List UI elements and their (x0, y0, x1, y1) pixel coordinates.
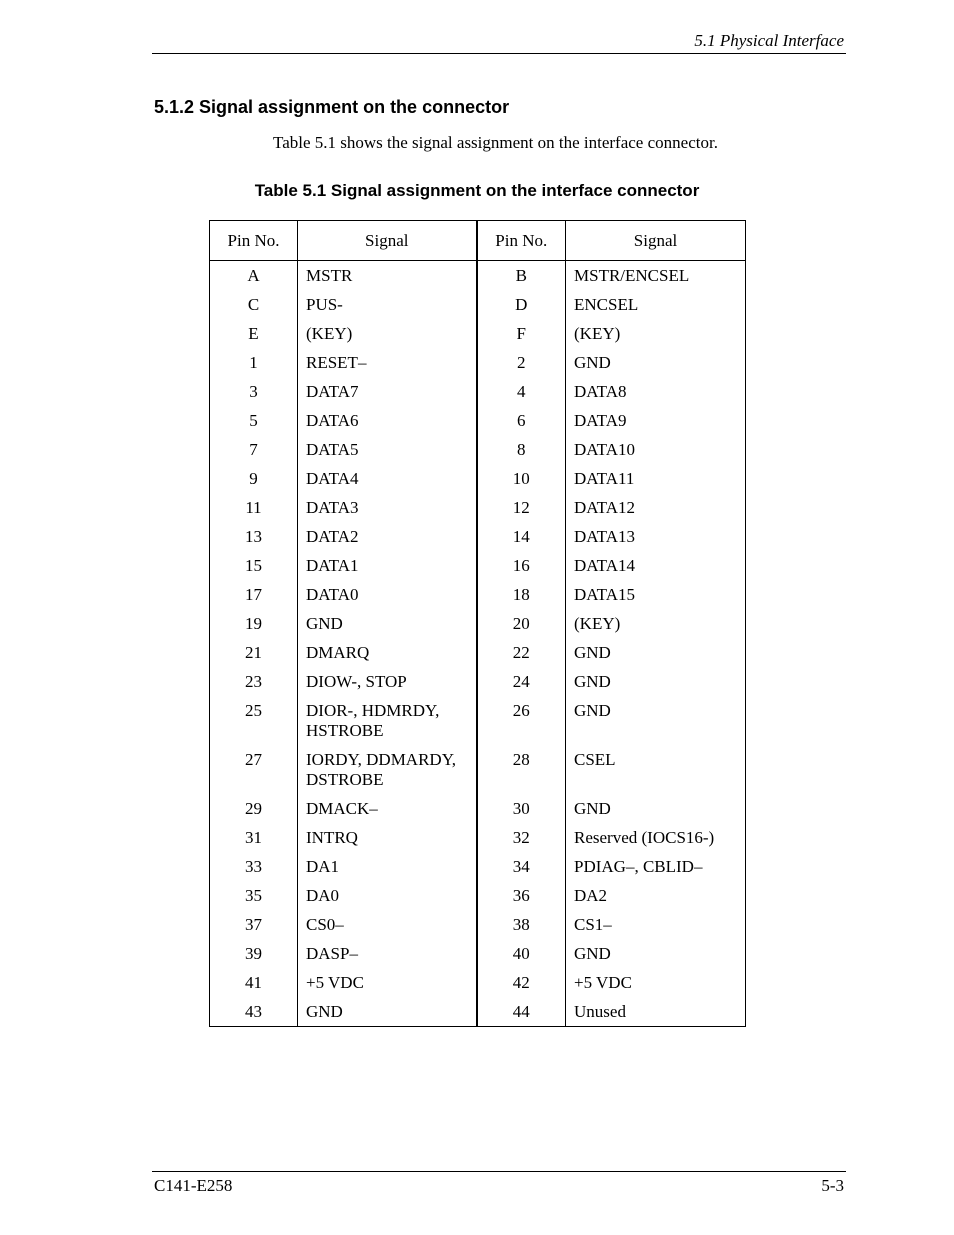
cell-signal-left: DA1 (298, 853, 477, 882)
cell-pin-no-right: 2 (477, 349, 566, 378)
table-row (210, 824, 746, 853)
cell-signal-right: DA2 (566, 882, 746, 911)
table-row (210, 668, 746, 697)
cell-signal-left: DATA4 (298, 465, 477, 494)
cell-pin-no-left: 17 (210, 581, 298, 610)
cell-signal-right: CSEL (566, 746, 746, 795)
cell-signal-right: (KEY) (566, 320, 746, 349)
cell-pin-no-right: 4 (477, 378, 566, 407)
cell-signal-left: PUS- (298, 291, 477, 320)
page-number: 5-3 (821, 1176, 844, 1195)
cell-signal-right: DATA11 (566, 465, 746, 494)
cell-pin-no-left: 37 (210, 911, 298, 940)
cell-signal-left: +5 VDC (298, 969, 477, 998)
table-header-row (210, 221, 746, 261)
cell-pin-no-right: 14 (477, 523, 566, 552)
cell-signal-left: DIOR-, HDMRDY, HSTROBE (298, 697, 477, 746)
cell-signal-right: GND (566, 697, 746, 746)
cell-pin-no-left: 43 (210, 998, 298, 1027)
header-signal-left: Signal (298, 221, 477, 261)
table-row (210, 697, 746, 746)
cell-pin-no-left: 13 (210, 523, 298, 552)
cell-pin-no-right: 20 (477, 610, 566, 639)
cell-pin-no-left: 41 (210, 969, 298, 998)
cell-pin-no-right: F (477, 320, 566, 349)
cell-signal-right: +5 VDC (566, 969, 746, 998)
cell-pin-no-right: 34 (477, 853, 566, 882)
cell-signal-right: GND (566, 349, 746, 378)
cell-signal-right: GND (566, 795, 746, 824)
signal-table-container (209, 220, 745, 1027)
cell-pin-no-left: 11 (210, 494, 298, 523)
table-row (210, 407, 746, 436)
cell-signal-left: MSTR (298, 261, 477, 292)
cell-signal-left: (KEY) (298, 320, 477, 349)
cell-signal-right: Unused (566, 998, 746, 1027)
cell-signal-right: ENCSEL (566, 291, 746, 320)
header-pin-no-left: Pin No. (210, 221, 298, 261)
table-row (210, 998, 746, 1027)
cell-pin-no-right: 44 (477, 998, 566, 1027)
document-code: C141-E258 (154, 1176, 233, 1195)
table-row (210, 320, 746, 349)
cell-signal-left: IORDY, DDMARDY, DSTROBE (298, 746, 477, 795)
cell-signal-right: DATA15 (566, 581, 746, 610)
cell-pin-no-right: 32 (477, 824, 566, 853)
cell-signal-left: DATA6 (298, 407, 477, 436)
cell-pin-no-right: 38 (477, 911, 566, 940)
cell-pin-no-left: 25 (210, 697, 298, 746)
table-row (210, 349, 746, 378)
cell-pin-no-right: 28 (477, 746, 566, 795)
table-row (210, 494, 746, 523)
cell-signal-left: DATA3 (298, 494, 477, 523)
table-row (210, 882, 746, 911)
table-body (210, 261, 746, 1027)
header-pin-no-right: Pin No. (477, 221, 566, 261)
cell-signal-left: CS0– (298, 911, 477, 940)
cell-signal-left: DATA0 (298, 581, 477, 610)
cell-pin-no-left: 19 (210, 610, 298, 639)
table-row (210, 746, 746, 795)
cell-pin-no-right: 24 (477, 668, 566, 697)
table-row (210, 552, 746, 581)
cell-pin-no-right: 18 (477, 581, 566, 610)
cell-pin-no-right: B (477, 261, 566, 292)
cell-signal-left: DATA7 (298, 378, 477, 407)
cell-pin-no-right: 22 (477, 639, 566, 668)
cell-pin-no-right: 42 (477, 969, 566, 998)
table-row (210, 911, 746, 940)
cell-pin-no-left: 27 (210, 746, 298, 795)
cell-pin-no-left: 29 (210, 795, 298, 824)
running-head: 5.1 Physical Interface (694, 31, 844, 50)
cell-pin-no-right: 30 (477, 795, 566, 824)
cell-signal-right: DATA13 (566, 523, 746, 552)
cell-signal-left: DASP– (298, 940, 477, 969)
cell-pin-no-left: 1 (210, 349, 298, 378)
header-rule (152, 53, 846, 54)
table-row (210, 940, 746, 969)
cell-pin-no-left: 23 (210, 668, 298, 697)
footer-rule (152, 1171, 846, 1172)
cell-signal-left: DA0 (298, 882, 477, 911)
cell-signal-right: DATA10 (566, 436, 746, 465)
cell-pin-no-left: 33 (210, 853, 298, 882)
cell-pin-no-right: 12 (477, 494, 566, 523)
cell-signal-right: DATA9 (566, 407, 746, 436)
cell-pin-no-left: 39 (210, 940, 298, 969)
cell-pin-no-left: A (210, 261, 298, 292)
cell-pin-no-left: C (210, 291, 298, 320)
section-heading: 5.1.2 Signal assignment on the connector (154, 97, 510, 117)
cell-pin-no-right: 36 (477, 882, 566, 911)
table-row (210, 581, 746, 610)
cell-signal-left: RESET– (298, 349, 477, 378)
cell-signal-right: PDIAG–, CBLID– (566, 853, 746, 882)
table-row (210, 523, 746, 552)
cell-signal-right: DATA12 (566, 494, 746, 523)
cell-signal-right: DATA8 (566, 378, 746, 407)
cell-signal-right: DATA14 (566, 552, 746, 581)
header-signal-right: Signal (566, 221, 746, 261)
cell-pin-no-left: 9 (210, 465, 298, 494)
cell-pin-no-right: 10 (477, 465, 566, 494)
cell-pin-no-right: 6 (477, 407, 566, 436)
cell-pin-no-left: E (210, 320, 298, 349)
cell-pin-no-left: 35 (210, 882, 298, 911)
cell-signal-left: DMARQ (298, 639, 477, 668)
cell-signal-left: GND (298, 998, 477, 1027)
table-row (210, 969, 746, 998)
intro-paragraph: Table 5.1 shows the signal assignment on the interface connector. (273, 133, 718, 152)
cell-signal-right: GND (566, 639, 746, 668)
cell-signal-left: DATA2 (298, 523, 477, 552)
cell-signal-right: CS1– (566, 911, 746, 940)
cell-signal-left: DATA5 (298, 436, 477, 465)
cell-pin-no-left: 7 (210, 436, 298, 465)
cell-signal-right: Reserved (IOCS16-) (566, 824, 746, 853)
table-row (210, 853, 746, 882)
cell-pin-no-left: 5 (210, 407, 298, 436)
table-caption: Table 5.1 Signal assignment on the interface connector (254, 181, 700, 200)
cell-signal-left: DMACK– (298, 795, 477, 824)
signal-assignment-table (209, 220, 746, 1027)
table-row (210, 610, 746, 639)
table-row (210, 795, 746, 824)
cell-signal-right: MSTR/ENCSEL (566, 261, 746, 292)
table-row (210, 465, 746, 494)
cell-pin-no-right: 40 (477, 940, 566, 969)
cell-pin-no-right: 26 (477, 697, 566, 746)
cell-pin-no-right: 8 (477, 436, 566, 465)
cell-pin-no-right: D (477, 291, 566, 320)
cell-signal-right: (KEY) (566, 610, 746, 639)
table-row (210, 436, 746, 465)
cell-signal-left: DIOW-, STOP (298, 668, 477, 697)
cell-signal-right: GND (566, 940, 746, 969)
table-row (210, 378, 746, 407)
cell-signal-right: GND (566, 668, 746, 697)
table-row (210, 291, 746, 320)
cell-pin-no-right: 16 (477, 552, 566, 581)
cell-signal-left: GND (298, 610, 477, 639)
cell-pin-no-left: 21 (210, 639, 298, 668)
cell-pin-no-left: 31 (210, 824, 298, 853)
cell-signal-left: INTRQ (298, 824, 477, 853)
cell-pin-no-left: 15 (210, 552, 298, 581)
cell-signal-left: DATA1 (298, 552, 477, 581)
table-row (210, 261, 746, 292)
table-row (210, 639, 746, 668)
cell-pin-no-left: 3 (210, 378, 298, 407)
